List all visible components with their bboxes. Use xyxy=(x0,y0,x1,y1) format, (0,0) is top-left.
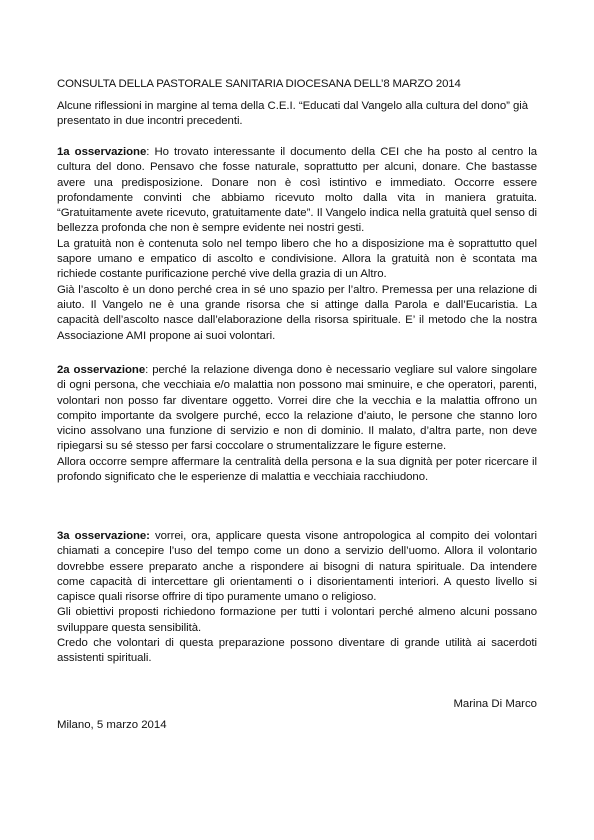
observation-3-label: 3a osservazione: xyxy=(57,530,150,542)
observation-3-paragraph-1 xyxy=(57,529,537,605)
intro-paragraph: Alcune riflessioni in margine al tema della C.E.I. “Educati dal Vangelo alla cultura del dono” già presentato in due incontri precedenti. xyxy=(57,100,529,128)
signature: Marina Di Marco xyxy=(453,698,537,710)
observation-2-label: 2a osservazione xyxy=(57,364,146,376)
observation-3 xyxy=(57,529,537,667)
observation-1-paragraph-2: La gratuità non è contenuta solo nel tempo libero che ho a disposizione ma è soprattutto quel sapore umano e empatico di ascolto e condivisione. Allora la gratuità non è scontata ma richiede costante purificazione perché vive della grazia di un Altro. xyxy=(57,237,537,281)
observation-2 xyxy=(57,363,537,485)
observation-3-paragraph-3: Credo che volontari di questa preparazione possono diventare di grande utilità ai sacerdoti assistenti spirituali. xyxy=(57,637,537,665)
observation-2-paragraph-2: Allora occorre sempre affermare la centralità della persona e la sua dignità per poter ricercare il profondo significato che le esperienze di malattia e vecchiaia racchiudono. xyxy=(57,455,537,484)
observation-1-paragraph-3: Già l’ascolto è un dono perché crea in sé uno spazio per l’altro. Premessa per una relazione di aiuto. Il Vangelo ne è una grande risorsa che si attinge dalla Parola e dall’Eucaristia. La capacità dell’ascolto nasce dall’elaborazione della risorsa spirituale. E’ il metodo che la nostra Associazione AMI propone ai suoi volontari. xyxy=(57,283,537,342)
observation-2-paragraph-1 xyxy=(57,363,537,455)
observation-2-text: : perché la relazione divenga dono è necessario vegliare sul valore singolare di ogni persona, che vecchiaia e/o malattia non possono mai sminuire, e che operatori, parenti, volontari non posso far diventare oggetto. Vorrei dire che la vecchia e la malattia offrono un compito importante da svolgere purché, ecco la relazione d’aiuto, le persone che stanno loro vicino assolvano una funzione di servizio e non di dominio. Il malato, d’altra parte, non deve ripiegarsi su sé stesso per farsi coccolare o strumentalizzare le figure esterne. xyxy=(57,364,537,453)
place-date: Milano, 5 marzo 2014 xyxy=(57,719,167,731)
document-title: CONSULTA DELLA PASTORALE SANITARIA DIOCESANA DELL’8 MARZO 2014 xyxy=(57,78,461,90)
observation-3-paragraph-2: Gli obiettivi proposti richiedono formazione per tutti i volontari perché almeno alcuni possano sviluppare questa sensibilità. xyxy=(57,606,537,634)
observation-3-text: vorrei, ora, applicare questa visone antropologica al compito dei volontari chiamati a concepire l’uso del tempo come un dono a servizio dell’uomo. Allora il volontario dovrebbe essere preparato anche a rispondere ai bisogni di natura spirituale. Da intendere come capacità di intercettare gli orientamenti o i disorientamenti interiori. A questo livello si capisce quali risorse offrire di tipo puramente umano o religioso. xyxy=(57,530,537,604)
observation-1 xyxy=(57,145,537,344)
observation-1-paragraph-1 xyxy=(57,145,537,237)
observation-1-text: : Ho trovato interessante il documento della CEI che ha posto al centro la cultura del dono. Pensavo che fosse naturale, soprattutto per alcuni, donare. Che bastasse avere una predisposizione. Donare non è così istintivo e immediato. Occorre essere profondamente convinti che abbiamo ricevuto molto dalla vita in maniera gratuita. “Gratuitamente avete ricevuto, gratuitamente date”. Il Vangelo indica nella gratuità quel senso di bellezza profonda che non è sempre evidente nei nostri gesti. xyxy=(57,146,537,235)
observation-1-label: 1a osservazione xyxy=(57,146,147,158)
